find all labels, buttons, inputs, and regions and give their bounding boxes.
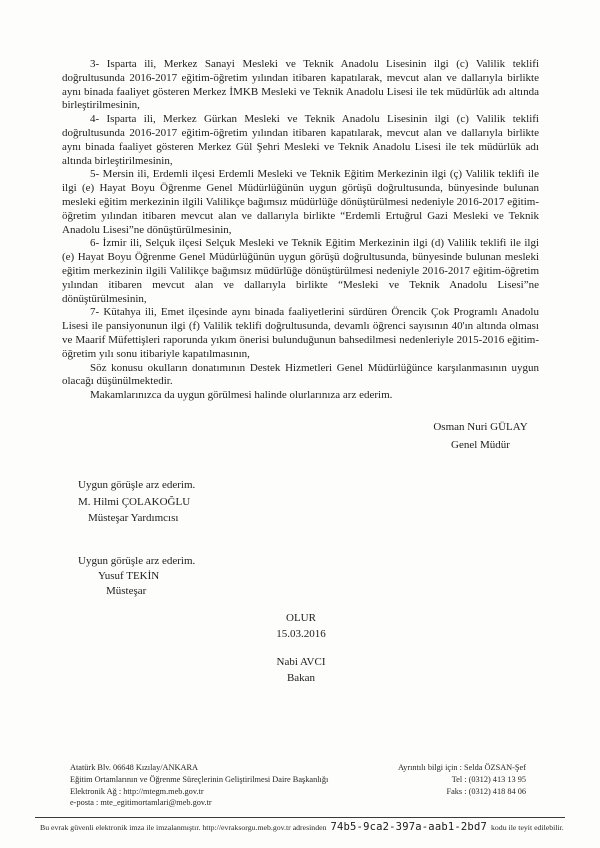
olur-date: 15.03.2016 bbox=[276, 627, 326, 640]
footer-divider bbox=[35, 817, 565, 818]
footer-address-line: Atatürk Blv. 06648 Kızılay/ANKARA bbox=[70, 763, 199, 772]
approver-title: Müsteşar bbox=[106, 585, 147, 597]
footer-contact-person: Ayrıntılı bilgi için : Selda ÖZSAN-Şef bbox=[397, 763, 526, 772]
paragraph-item-3: 3- Isparta ili, Merkez Sanayi Mesleki ve Teknik Anadolu Lisesinin ilgi (c) Valilik teklifi doğrultusunda 2016-2017 eğitim-öğretim yılından itibaren kapatılarak, mevcut alan ve dallarıyla birlikte aynı binada faaliyet gösteren Merkez İMKB Mesleki ve Teknik Anadolu Lisesi ile tek müdürlük adı altında birleştirilmesinin, bbox=[62, 58, 539, 112]
olur-approval-block bbox=[201, 611, 401, 686]
footer-fax: Faks : (0312) 418 84 06 bbox=[446, 786, 526, 796]
paragraph-closing: Makamlarınızca da uygun görülmesi halinde olurlarınıza arz ederim. bbox=[90, 389, 393, 402]
footer-phone: Tel : (0312) 413 13 95 bbox=[451, 774, 526, 784]
footer-department-line: Eğitim Ortamlarının ve Öğrenme Süreçlerinin Geliştirilmesi Daire Başkanlığı bbox=[70, 774, 329, 784]
approval-phrase: Uygun görüşle arz ederim. bbox=[78, 479, 196, 491]
minister-title: Bakan bbox=[286, 671, 316, 684]
signer-name: Osman Nuri GÜLAY bbox=[433, 421, 528, 433]
verification-code: 74b5-9ca2-397a-aab1-2bd7 bbox=[330, 821, 487, 833]
paragraph-item-5: 5- Mersin ili, Erdemli ilçesi Erdemli Mesleki ve Teknik Eğitim Merkezinin ilgi (ç) Valilik teklifi ile ilgi (e) Hayat Boyu Öğrenme Genel Müdürlüğünün uygun görüşü doğrultusunda, bünyesinde bulunan mesleki eğitim merkezinin ilgili Valilikçe bağımsız müdürlüğe dönüştürülmesi nedeniyle 2016-2017 eğitim-öğretim yılından itibaren mevcut alan ve dallarıyla birlikte “Erdemli Ertuğrul Gazi Mesleki ve Teknik Anadolu Lisesi”ne dönüştürülmesinin, bbox=[62, 168, 539, 236]
signer-title: Genel Müdür bbox=[451, 439, 510, 451]
olur-spacer bbox=[201, 642, 401, 655]
paragraph-item-6: 6- İzmir ili, Selçuk ilçesi Selçuk Mesleki ve Teknik Eğitim Merkezinin ilgi (d) Valilik teklifi ile ilgi (e) Hayat Boyu Öğrenme Genel Müdürlüğünün uygun görüşü doğrultusunda, bünyesinde bulunan mesleki eğitim merkezinin ilgili Valilikçe bağımsız müdürlüğe dönüştürülmesi nedeniyle 2016-2017 eğitim-öğretim yılından itibaren mevcut alan ve dallarıyla birlikte “Mesleki ve Teknik Anadolu Lisesi”ne dönüştürülmesinin, bbox=[62, 237, 539, 305]
approver-name: Yusuf TEKİN bbox=[98, 570, 160, 582]
verification-prefix: Bu evrak güvenli elektronik imza ile imzalanmıştır. http://evraksorgu.meb.gov.tr adresinden bbox=[40, 822, 327, 832]
footer-email-line: e-posta : mte_egitimortamlari@meb.gov.tr bbox=[70, 798, 212, 808]
approver-name: M. Hilmi ÇOLAKOĞLU bbox=[78, 495, 191, 508]
paragraph-item-7: 7- Kütahya ili, Emet ilçesinde aynı binada faaliyetlerini sürdüren Örencik Çok Programlı Anadolu Lisesi ile pansiyonunun ilgi (f) Valilik teklifi doğrultusunda, devamlı öğrenci sayısının 40'ın altında olması ve Maarif Müfettişleri raporunda yıkım önerisi bulunduğunun bahsedilmesi nedenleriyle 2015-2016 eğitim-öğretim yılı sonu itibariyle kapatılmasının, bbox=[62, 306, 539, 360]
letter-body bbox=[62, 58, 539, 403]
olur-label: OLUR bbox=[286, 612, 316, 624]
paragraph-equipment-note: Söz konusu okulların donatımının Destek Hizmetleri Genel Müdürlüğünce karşılanmasının uygun olacağı düşünülmektedir. bbox=[62, 361, 539, 388]
approval-block-deputy-undersecretary bbox=[78, 477, 195, 527]
approval-block-undersecretary bbox=[78, 554, 195, 599]
paragraph-item-4: 4- Isparta ili, Merkez Gürkan Mesleki ve Teknik Anadolu Lisesinin ilgi (c) Valilik teklifi doğrultusunda 2016-2017 eğitim-öğretim yılından itibaren kapatılarak, mevcut alan ve dallarıyla birlikte aynı binada faaliyet gösteren Merkez Gül Şehri Mesleki ve Teknik Anadolu Lisesi ile tek müdürlük adı altında birleştirilmesinin, bbox=[62, 113, 539, 167]
letterhead-footer bbox=[70, 762, 526, 809]
approver-title: Müsteşar Yardımcısı bbox=[88, 512, 179, 524]
approval-phrase: Uygun görüşle arz ederim. bbox=[78, 555, 196, 567]
e-signature-verification-line bbox=[40, 821, 562, 833]
signature-block-general-director bbox=[378, 418, 583, 454]
footer-contact-block bbox=[398, 762, 526, 809]
footer-web-line: Elektronik Ağ : http://mtegm.meb.gov.tr bbox=[70, 786, 204, 796]
verification-suffix: kodu ile teyit edilebilir. bbox=[491, 822, 564, 832]
footer-address-block bbox=[70, 762, 328, 809]
minister-name: Nabi AVCI bbox=[276, 656, 326, 668]
